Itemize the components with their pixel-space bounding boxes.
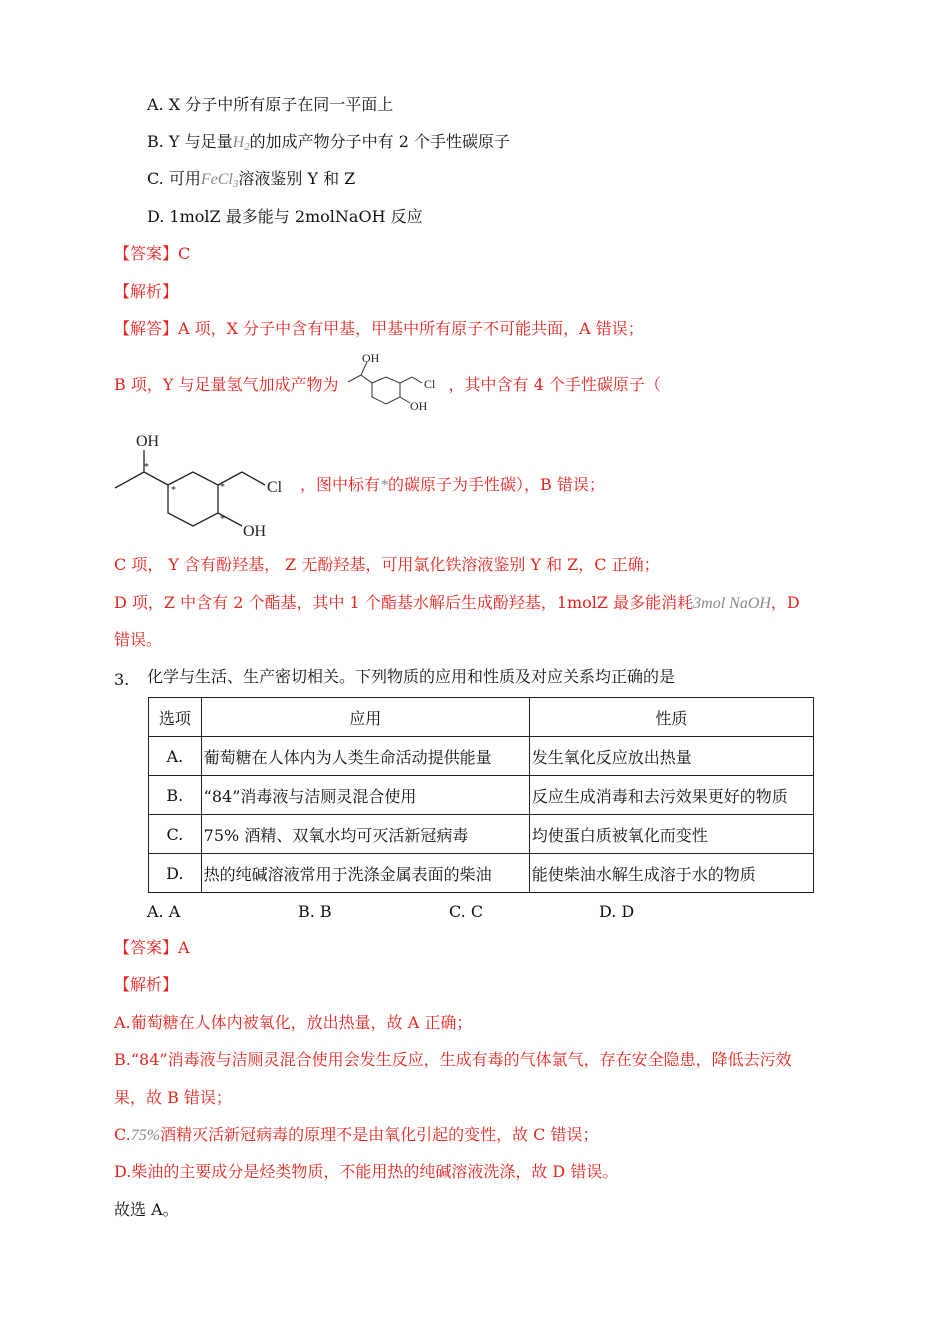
explanation-b-line1: B.“84”消毒液与洁厕灵混合使用会发生反应，生成有毒的气体氯气，存在安全隐患，降低去污效 [114,1050,792,1069]
table-cell: 能使柴油水解生成溶于水的物质 [529,854,813,893]
fecl3-formula: FeCl$_3$ [200,171,239,190]
h2-formula: $H_2$ [232,134,250,153]
options-table [148,697,814,893]
choice-a: A. A [147,902,181,921]
explanation-b-line2: 果，故 B 错误； [114,1088,232,1107]
table-cell: 75% 酒精、双氧水均可灭活新冠病毒 [201,815,529,854]
option-d: D. 1molZ 最多能与 2molNaOH 反应 [147,207,423,226]
solution-c: C 项， Y 含有酚羟基， Z 无酚羟基，可用氯化铁溶液鉴别 Y 和 Z，C 正确； [114,555,660,574]
table-header-row [149,698,814,737]
analysis-title: 【解析】 [114,282,179,301]
table-cell: “84”消毒液与洁厕灵混合使用 [201,776,529,815]
choice-b: B. B [298,902,332,921]
table-cell: 发生氧化反应放出热量 [529,737,813,776]
oh-label: OH [362,351,380,365]
question-3-number: 3. [114,670,130,689]
table-cell: A. [149,737,202,776]
table-cell: B. [149,776,202,815]
table-row [149,737,814,776]
option-c: C. 可用FeCl$_3$溶液鉴别 Y 和 Z [147,169,356,190]
solution-a: 【解答】A 项，X 分子中含有甲基，甲基中所有原子不可能共面，A 错误； [114,319,644,338]
option-a: A. X 分子中所有原子在同一平面上 [147,95,394,114]
option-b: B. Y 与足量$H_2$的加成产物分子中有 2 个手性碳原子 [147,132,511,153]
table-row [149,854,814,893]
question-3-stem: 化学与生活、生产密切相关。下列物质的应用和性质及对应关系均正确的是 [147,667,676,686]
choice-c: C. C [449,902,484,921]
chiral-star: * [144,462,149,473]
table-header: 性质 [529,698,813,737]
explanation-a: A.葡萄糖在人体内被氧化，放出热量，故 A 正确； [114,1013,473,1032]
explanation-d: D.柴油的主要成分是烃类物质，不能用热的纯碱溶液洗涤，故 D 错误。 [114,1162,619,1181]
naoh-formula: 3mol NaOH [693,595,771,612]
star-symbol: * [380,477,389,494]
table-cell: D. [149,854,202,893]
answer-label: 【答案】A [114,938,190,957]
chiral-star: * [220,482,225,493]
table-cell: 反应生成消毒和去污效果更好的物质 [529,776,813,815]
solution-b-line1: B 项，Y 与足量氢气加成产物为 ，其中含有 4 个手性碳原子（ [114,375,661,394]
table-cell: C. [149,815,202,854]
table-cell: 均使蛋白质被氧化而变性 [529,815,813,854]
table-row [149,776,814,815]
oh-label: OH [243,523,267,540]
solution-d-line1: D 项，Z 中含有 2 个酯基，其中 1 个酯基水解后生成酚羟基，1molZ 最多能消耗3mol NaOH，D [114,593,800,612]
table-cell: 热的纯碱溶液常用于洗涤金属表面的柴油 [201,854,529,893]
explanation-c: C.75%酒精灭活新冠病毒的原理不是由氧化引起的变性，故 C 错误； [114,1125,599,1144]
percent-value: 75% [130,1127,161,1144]
cl-label: Cl [424,377,436,391]
cl-label: Cl [267,479,283,496]
analysis-title: 【解析】 [114,975,179,994]
table-row [149,815,814,854]
solution-b-line2: ，图中标有*的碳原子为手性碳），B 错误； [300,475,605,494]
molecule-large [110,428,300,544]
molecule-small [346,350,440,416]
answer-label: 【答案】C [114,244,191,263]
choice-d: D. D [599,902,635,921]
table-header: 选项 [149,698,202,737]
solution-d-line2: 错误。 [114,630,163,649]
conclusion: 故选 A。 [114,1200,179,1219]
table-header: 应用 [201,698,529,737]
oh-label: OH [410,399,428,413]
chiral-star: * [171,485,176,496]
table-cell: 葡萄糖在人体内为人类生命活动提供能量 [201,737,529,776]
chiral-star: * [220,514,225,525]
oh-label: OH [136,433,160,450]
